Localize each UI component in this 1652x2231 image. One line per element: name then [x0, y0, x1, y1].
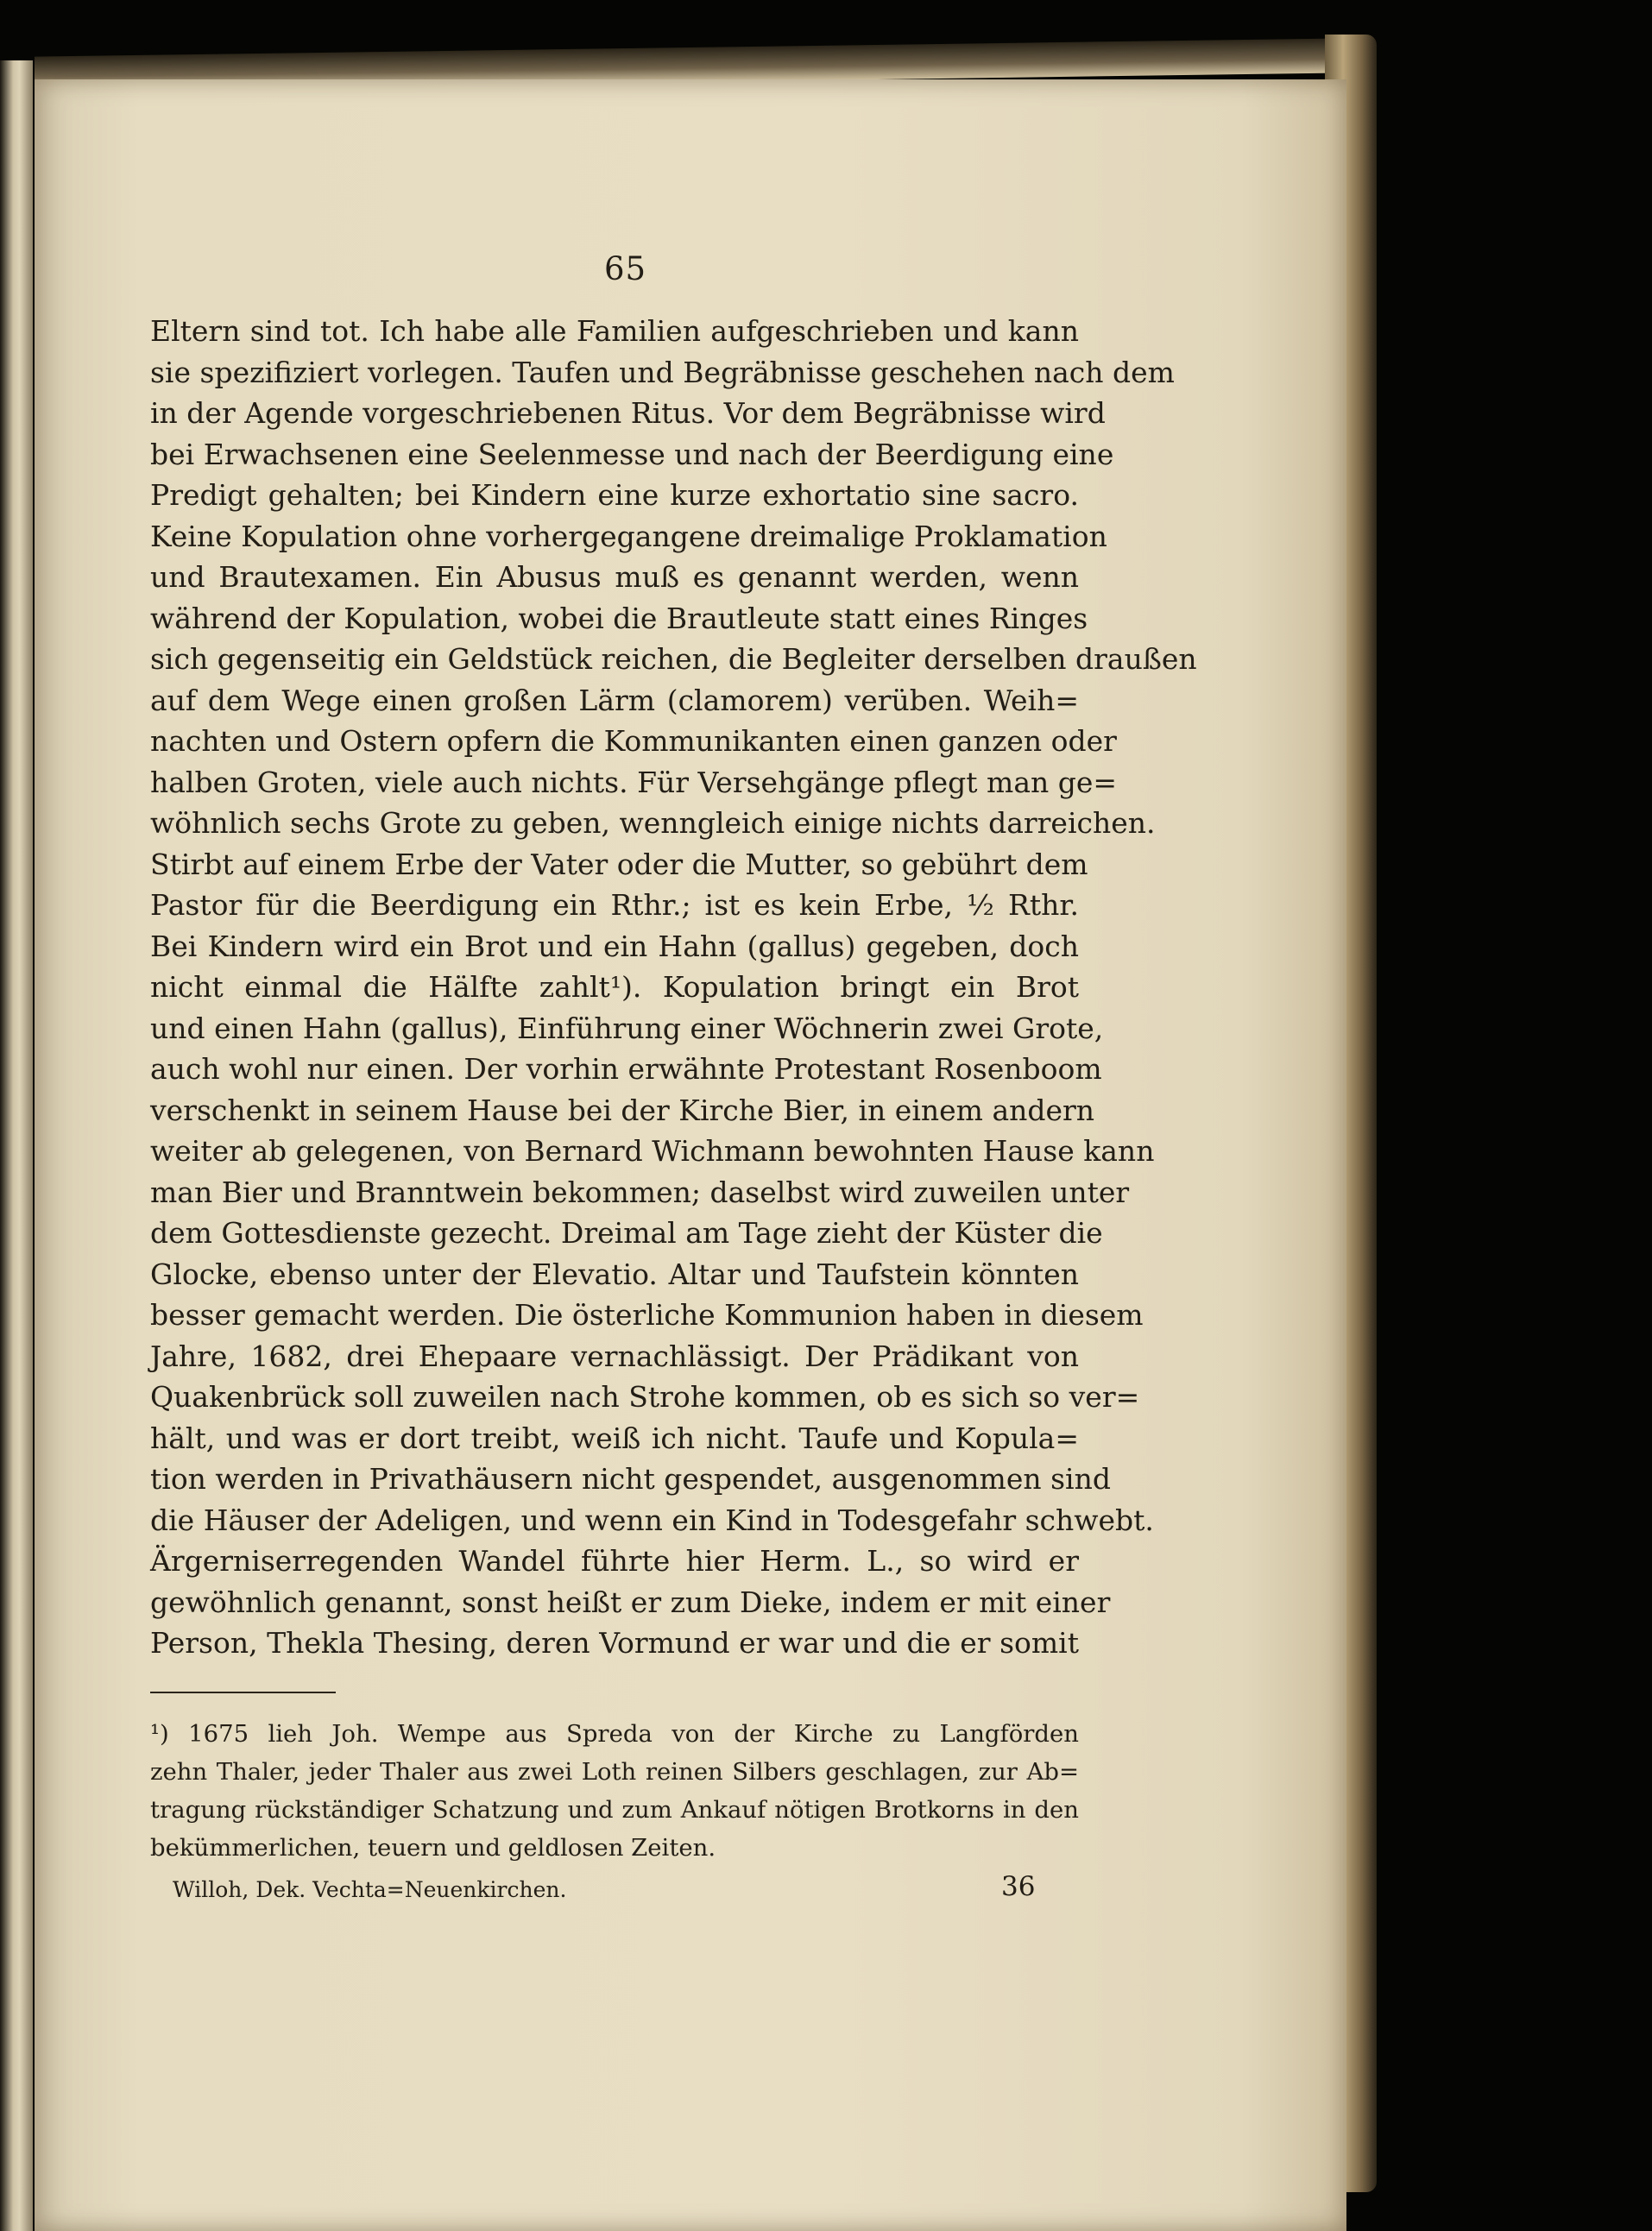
- text-line: Glocke, ebenso unter der Elevatio. Altar und Taufstein könnten: [150, 1257, 1079, 1291]
- text-line: tion werden in Privathäusern nicht gespendet, ausgenommen sind: [150, 1462, 1111, 1496]
- text-line: dem Gottesdienste gezecht. Dreimal am Tage zieht der Küster die: [150, 1216, 1103, 1250]
- text-line: Stirbt auf einem Erbe der Vater oder die Mutter, so gebührt dem: [150, 847, 1088, 881]
- printer-signature: Willoh, Dek. Vechta=Neuenkirchen.: [173, 1877, 567, 1902]
- text-line: besser gemacht werden. Die österliche Kommunion haben in diesem: [150, 1298, 1144, 1332]
- text-line: in der Agende vorgeschriebenen Ritus. Vor dem Begräbnisse wird: [150, 396, 1106, 430]
- text-line: Eltern sind tot. Ich habe alle Familien aufgeschrieben und kann: [150, 314, 1079, 348]
- footnote-separator: [150, 1692, 336, 1693]
- text-line: Pastor für die Beerdigung ein Rthr.; ist es kein Erbe, ½ Rthr.: [150, 888, 1079, 922]
- text-line: und einen Hahn (gallus), Einführung einer Wöchnerin zwei Grote,: [150, 1011, 1104, 1045]
- text-line: sie spezifiziert vorlegen. Taufen und Begräbnisse geschehen nach dem: [150, 355, 1175, 389]
- text-line: verschenkt in seinem Hause bei der Kirche Bier, in einem andern: [150, 1093, 1095, 1127]
- signature-number: 36: [1001, 1871, 1036, 1902]
- text-line: und Brautexamen. Ein Abusus muß es genannt werden, wenn: [150, 560, 1079, 594]
- text-line: auf dem Wege einen großen Lärm (clamorem) verüben. Weih=: [150, 683, 1079, 717]
- text-line: Person, Thekla Thesing, deren Vormund er war und die er somit: [150, 1626, 1079, 1660]
- text-line: nicht einmal die Hälfte zahlt¹). Kopulation bringt ein Brot: [150, 970, 1079, 1004]
- text-line: nachten und Ostern opfern die Kommunikanten einen ganzen oder: [150, 724, 1117, 758]
- footnote: [150, 1715, 1079, 1867]
- text-line: die Häuser der Adeligen, und wenn ein Kind in Todesgefahr schwebt.: [150, 1503, 1154, 1537]
- text-line: gewöhnlich genannt, sonst heißt er zum Dieke, indem er mit einer: [150, 1585, 1111, 1619]
- text-line: halben Groten, viele auch nichts. Für Versehgänge pflegt man ge=: [150, 765, 1118, 799]
- footnote-line: ¹) 1675 lieh Joh. Wempe aus Spreda von der Kirche zu Langförden: [150, 1720, 1079, 1748]
- text-line: hält, und was er dort treibt, weiß ich nicht. Taufe und Kopula=: [150, 1421, 1079, 1455]
- text-line: bei Erwachsenen eine Seelenmesse und nach der Beerdigung eine: [150, 437, 1114, 471]
- footnote-line: tragung rückständiger Schatzung und zum Ankauf nötigen Brotkorns in den: [150, 1796, 1079, 1824]
- text-line: Ärgerniserregenden Wandel führte hier Herm. L., so wird er: [150, 1544, 1079, 1578]
- text-line: man Bier und Branntwein bekommen; daselbst wird zuweilen unter: [150, 1175, 1130, 1209]
- text-line: während der Kopulation, wobei die Brautleute statt eines Ringes: [150, 601, 1088, 635]
- body-text: [150, 311, 1197, 1664]
- text-line: auch wohl nur einen. Der vorhin erwähnte Protestant Rosenboom: [150, 1052, 1102, 1086]
- footnote-line: zehn Thaler, jeder Thaler aus zwei Loth reinen Silbers geschlagen, zur Ab=: [150, 1758, 1079, 1786]
- facing-page-edge: [0, 60, 33, 2231]
- footnote-line: bekümmerlichen, teuern und geldlosen Zeiten.: [150, 1834, 716, 1862]
- text-line: weiter ab gelegenen, von Bernard Wichmann bewohnten Hause kann: [150, 1134, 1155, 1168]
- page-number: 65: [604, 250, 647, 287]
- text-line: Quakenbrück soll zuweilen nach Strohe kommen, ob es sich so ver=: [150, 1380, 1140, 1414]
- text-line: sich gegenseitig ein Geldstück reichen, die Begleiter derselben draußen: [150, 642, 1197, 676]
- text-line: Keine Kopulation ohne vorhergegangene dreimalige Proklamation: [150, 519, 1107, 553]
- text-line: Bei Kindern wird ein Brot und ein Hahn (gallus) gegeben, doch: [150, 929, 1079, 963]
- text-line: Jahre, 1682, drei Ehepaare vernachlässigt. Der Prädikant von: [150, 1339, 1079, 1373]
- text-line: wöhnlich sechs Grote zu geben, wenngleich einige nichts darreichen.: [150, 806, 1156, 840]
- text-line: Predigt gehalten; bei Kindern eine kurze exhortatio sine sacro.: [150, 478, 1079, 512]
